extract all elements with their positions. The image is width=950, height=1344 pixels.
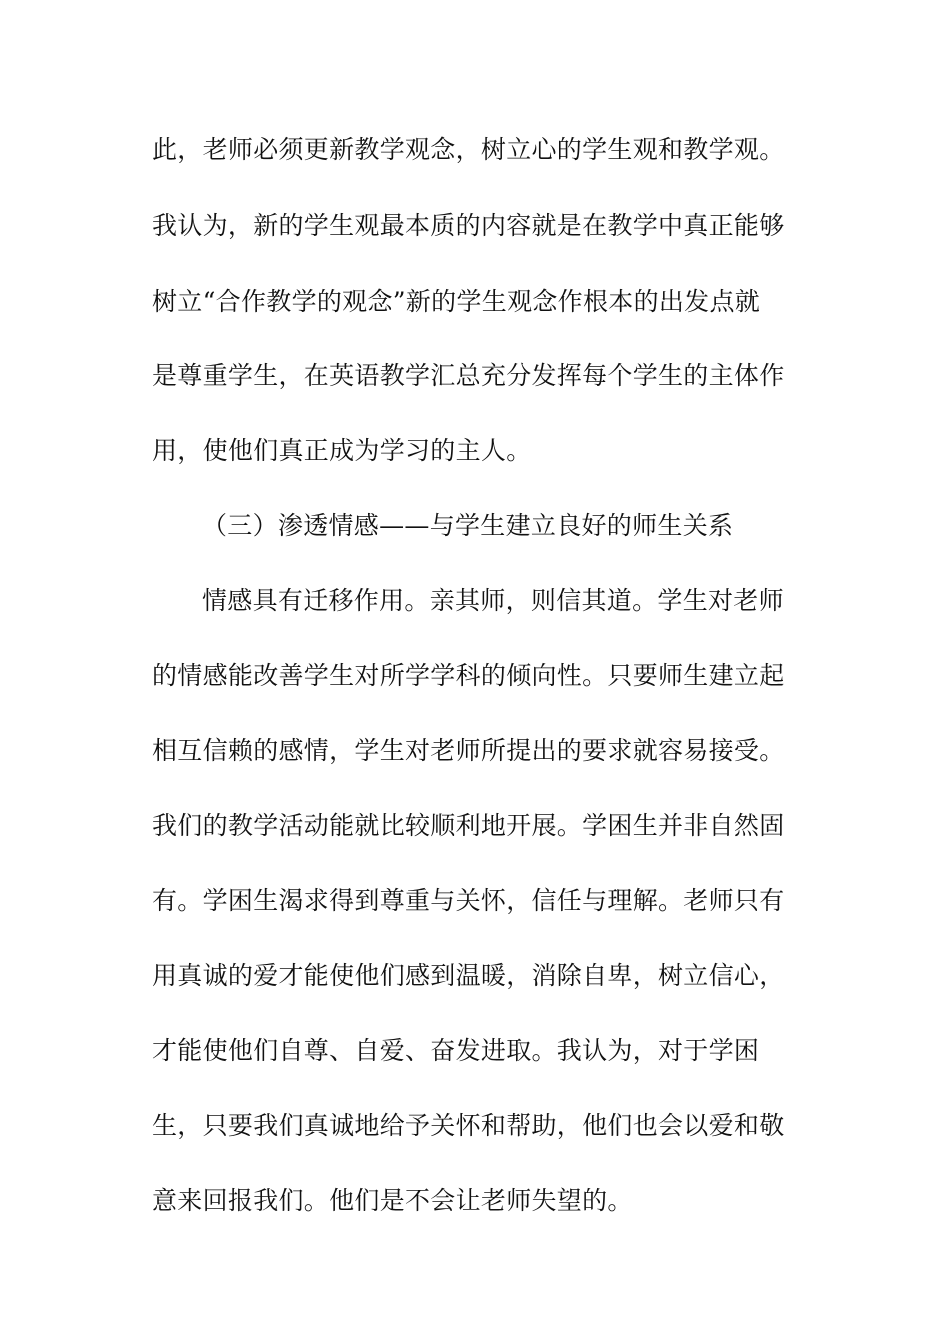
body-line-2: 我认为，新的学生观最本质的内容就是在教学中真正能够 (152, 211, 785, 240)
body-line-4: 是尊重学生，在英语教学汇总充分发挥每个学生的主体作 (152, 361, 785, 390)
body-line-7: 情感具有迁移作用。亲其师，则信其道。学生对老师 (202, 586, 784, 615)
body-line-8: 的情感能改善学生对所学学科的倾向性。只要师生建立起 (152, 661, 785, 690)
body-line-11: 有。学困生渴求得到尊重与关怀，信任与理解。老师只有 (152, 886, 785, 915)
body-line-9: 相互信赖的感情，学生对老师所提出的要求就容易接受。 (152, 736, 785, 765)
body-line-10: 我们的教学活动能就比较顺利地开展。学困生并非自然固 (152, 811, 785, 840)
body-line-5: 用，使他们真正成为学习的主人。 (152, 436, 532, 465)
section-heading: （三）渗透情感——与学生建立良好的师生关系 (202, 511, 734, 540)
body-line-13: 才能使他们自尊、自爱、奋发进取。我认为，对于学困 (152, 1036, 760, 1065)
body-line-12: 用真诚的爱才能使他们感到温暖，消除自卑，树立信心， (152, 961, 785, 990)
body-line-3: 树立“合作教学的观念”新的学生观念作根本的出发点就 (152, 287, 761, 316)
body-line-14: 生，只要我们真诚地给予关怀和帮助，他们也会以爱和敬 (152, 1111, 785, 1140)
body-line-1: 此，老师必须更新教学观念，树立心的学生观和教学观。 (152, 135, 785, 164)
body-line-15: 意来回报我们。他们是不会让老师失望的。 (152, 1186, 633, 1215)
